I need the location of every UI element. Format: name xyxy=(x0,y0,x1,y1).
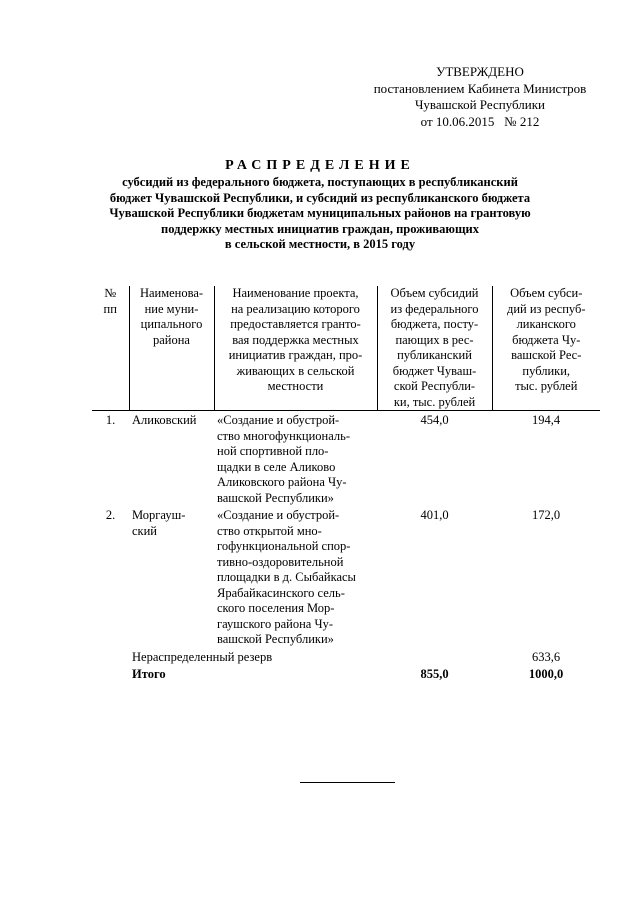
header-project: Наименование проекта, на реализацию которого предоставляется гранто- вая поддержка местных инициатив граждан, про- живающих в сельской местности xyxy=(214,286,377,411)
row-project: «Создание и обустрой- ство многофункциональ- ной спортивной пло- щадки в селе Аликово Аликовского района Чу- вашской Республики» xyxy=(217,413,350,505)
end-separator-line xyxy=(300,782,395,783)
row-federal-amount: 401,0 xyxy=(420,508,449,522)
approval-republic: Чувашской Республики xyxy=(414,97,546,112)
header-number: № пп xyxy=(92,286,129,411)
total-row xyxy=(92,665,600,683)
document-title: РАСПРЕДЕЛЕНИЕ xyxy=(225,158,415,173)
approval-heading: УТВЕРЖДЕНО xyxy=(436,64,524,79)
total-republic-amount: 1000,0 xyxy=(528,667,564,681)
row-number: 2. xyxy=(105,508,116,522)
subtitle-line: субсидий из федерального бюджета, поступающих в республиканский xyxy=(122,175,518,189)
approval-stamp xyxy=(350,64,610,130)
table-row xyxy=(92,411,600,507)
row-district: Аликовский xyxy=(132,413,197,427)
row-republic-amount: 194,4 xyxy=(531,413,561,427)
reserve-amount: 633,6 xyxy=(531,649,561,664)
row-federal-amount: 454,0 xyxy=(420,413,449,427)
reserve-label: Нераспределенный резерв xyxy=(132,649,273,664)
header-federal-subsidy: Объем субсидий из федерального бюджета, посту- пающих в рес- публиканский бюджет Чуваш- ской Республи- ки, тыс. рублей xyxy=(377,286,492,411)
row-number: 1. xyxy=(105,413,116,427)
subtitle-line: в сельской местности, в 2015 году xyxy=(224,237,416,251)
subtitle-line: поддержку местных инициатив граждан, проживающих xyxy=(161,221,479,236)
total-federal-amount: 855,0 xyxy=(420,667,449,681)
row-project: «Создание и обустрой- ство открытой мно- гофункциональной спор- тивно-оздоровительной площадки в д. Сыбайкасы Ярабайкасинского сель- ского поселения Мор- гаушского района Чу- вашской Республики» xyxy=(217,508,356,646)
approval-date-number: от 10.06.2015 № 212 xyxy=(420,113,540,129)
subtitle-line: бюджет Чувашской Республики, и субсидий из республиканского бюджета xyxy=(109,190,531,205)
document-heading xyxy=(60,157,580,253)
subtitle-line: Чувашской Республики бюджетам муниципальных районов на грантовую xyxy=(109,206,531,220)
approval-authority: постановлением Кабинета Министров xyxy=(373,80,587,96)
total-label: Итого xyxy=(132,667,166,681)
reserve-row xyxy=(92,648,600,666)
header-district: Наименова- ние муни- ципального района xyxy=(129,286,214,411)
document-subtitle xyxy=(60,175,580,253)
header-republic-subsidy: Объем субси- дий из респуб- ликанского бюджета Чу- вашской Рес- публики, тыс. рублей xyxy=(492,286,600,411)
row-republic-amount: 172,0 xyxy=(531,508,561,522)
distribution-table xyxy=(92,286,600,683)
table-header-row xyxy=(92,286,600,411)
row-district: Моргауш- ский xyxy=(132,508,186,538)
table-row xyxy=(92,506,600,648)
